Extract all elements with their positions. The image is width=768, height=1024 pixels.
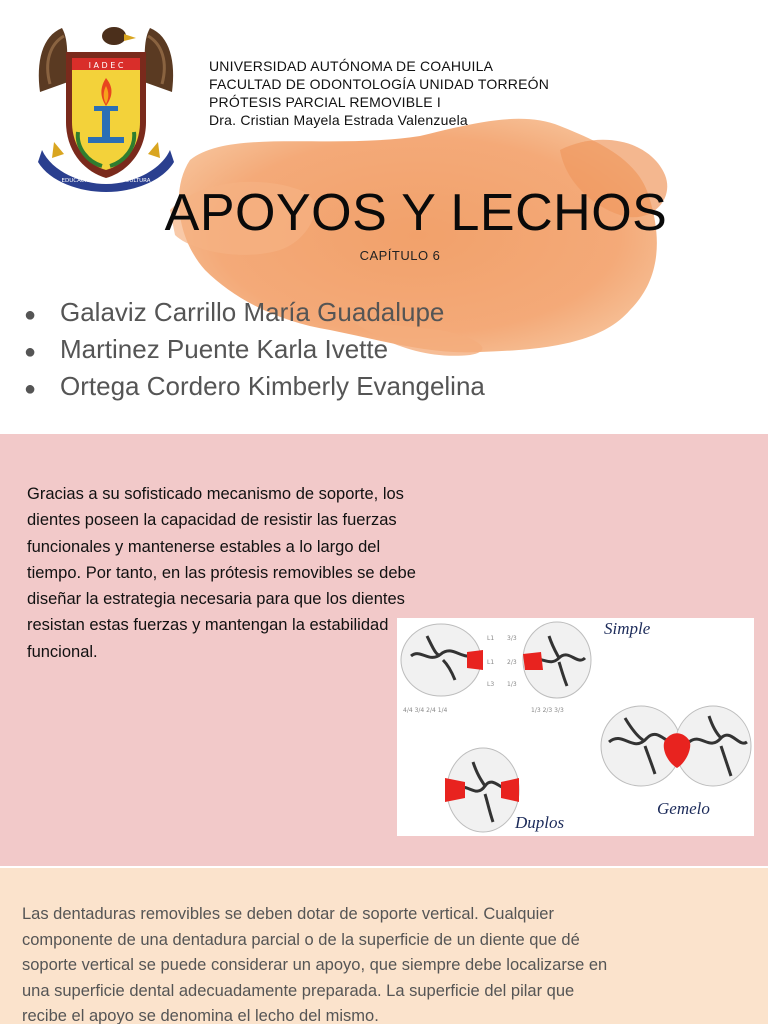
intro-paragraph: Gracias a su sofisticado mecanismo de soporte, los dientes poseen la capacidad de resistir las fuerzas funcionales y mantenerse estables a lo largo del tiempo. Por tanto, en las prótesis removibles se debe diseñar la estrategia necesaria para que los dientes resistan estas fuerzas y mantengan la estabilidad funcional. — [27, 485, 416, 661]
faculty-name: FACULTAD DE ODONTOLOGÍA UNIDAD TORREÓN — [209, 76, 550, 92]
definition-paragraph: Las dentaduras removibles se deben dotar de soporte vertical. Cualquier componente de una dentadura parcial o de la superficie de un diente que dé soporte vertical se puede considerar un apoyo, que siempre debe localizarse en una superficie dental adecuadamente preparada. La superficie del pilar que recibe el apoyo se denomina el lecho del mismo. — [22, 905, 608, 1024]
svg-text:Simple: Simple — [604, 619, 651, 638]
teacher-name: Dra. Cristian Mayela Estrada Valenzuela — [209, 112, 468, 128]
title-slide — [0, 0, 768, 432]
author-name: Martinez Puente Karla Ivette — [60, 334, 389, 364]
university-crest-logo — [32, 22, 180, 194]
molar-tooth-gemelo — [601, 706, 751, 786]
list-item — [24, 332, 485, 369]
institution-header — [209, 57, 549, 129]
svg-text:1/3: 1/3 — [507, 681, 517, 688]
svg-text:2/3: 2/3 — [507, 659, 517, 666]
svg-text:L1: L1 — [487, 635, 495, 642]
intro-slide — [0, 434, 768, 866]
author-name: Ortega Cordero Kimberly Evangelina — [60, 371, 485, 401]
bullet-icon: ● — [24, 304, 37, 326]
svg-text:I A D E C: I A D E C — [88, 61, 124, 70]
definition-slide — [0, 868, 768, 1024]
svg-text:L3: L3 — [487, 681, 495, 688]
svg-text:L1: L1 — [487, 659, 495, 666]
list-item — [24, 369, 485, 406]
svg-text:1/3 2/3 3/3: 1/3 2/3 3/3 — [531, 707, 564, 714]
svg-text:Gemelo: Gemelo — [657, 799, 710, 818]
svg-text:3/3: 3/3 — [507, 635, 517, 642]
teeth-illustration — [397, 618, 754, 836]
course-name: PRÓTESIS PARCIAL REMOVIBLE I — [209, 94, 441, 110]
university-name: UNIVERSIDAD AUTÓNOMA DE COAHUILA — [209, 58, 494, 74]
svg-text:EDUCACIÓN CIENCIA Y CULTURA: EDUCACIÓN CIENCIA Y CULTURA — [61, 178, 151, 184]
svg-text:4/4 3/4 2/4 1/4: 4/4 3/4 2/4 1/4 — [403, 707, 448, 714]
page-title: APOYOS Y LECHOS — [164, 184, 668, 242]
author-list — [24, 295, 485, 406]
svg-text:Duplos: Duplos — [515, 813, 565, 832]
molar-tooth-simple-2 — [523, 622, 591, 714]
author-name: Galaviz Carrillo María Guadalupe — [60, 297, 445, 327]
bullet-icon: ● — [24, 378, 37, 400]
bullet-icon: ● — [24, 341, 37, 363]
molar-tooth-simple-1 — [401, 624, 517, 714]
chapter-subtitle: CAPÍTULO 6 — [359, 248, 441, 263]
rest-types-figure — [397, 618, 754, 836]
molar-tooth-duplos — [445, 748, 519, 832]
list-item — [24, 295, 485, 332]
